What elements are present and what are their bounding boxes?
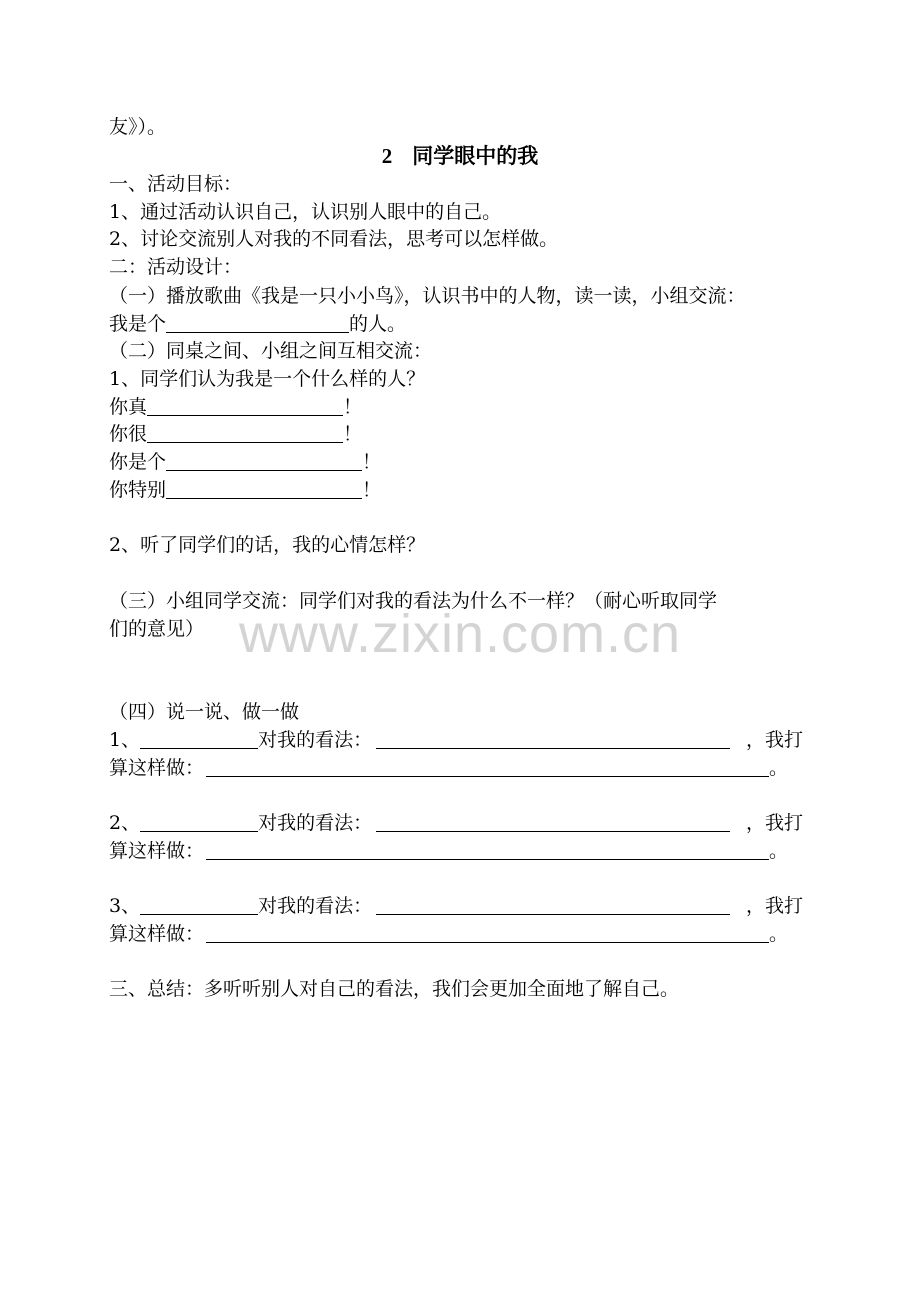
watermark: www.zixin.com.cn (238, 604, 682, 664)
item-1-line-1 (109, 727, 730, 753)
exclaim-mark: ！ (343, 396, 363, 418)
fill-blank[interactable] (166, 450, 362, 471)
plan-blank[interactable] (206, 922, 769, 943)
title-text: 同学眼中的我 (412, 144, 539, 168)
item-3-line-1 (109, 893, 730, 919)
exclaim-mark: ！ (362, 451, 382, 473)
fill-line-a (109, 394, 362, 420)
section-2-heading: 二：活动设计： (109, 256, 243, 278)
item-3-line-2 (109, 921, 788, 947)
item-1-line-2 (109, 755, 788, 781)
plan-label: 算这样做： (109, 923, 205, 945)
fill-label: 你很 (109, 423, 148, 445)
view-blank[interactable] (376, 811, 730, 832)
item-number: 2、 (109, 812, 141, 834)
section-1-heading: 一、活动目标： (109, 173, 243, 195)
view-blank[interactable] (376, 728, 730, 749)
exclaim-mark: ！ (362, 479, 382, 501)
summary-text: 三、总结：多听听别人对自己的看法，我们会更加全面地了解自己。 (109, 978, 680, 1000)
view-label: 对我的看法： (258, 729, 373, 751)
part-3-line-1: （三）小组同学交流：同学们对我的看法为什么不一样？（耐心听取同学 (109, 590, 718, 612)
fill-line-c (109, 449, 381, 475)
fill-prefix: 我是个 (109, 313, 167, 335)
period-mark: 。 (769, 840, 789, 862)
plan-label: 算这样做： (109, 840, 205, 862)
question-2: 2、听了同学们的话，我的心情怎样？ (109, 534, 426, 556)
person-blank[interactable] (140, 728, 258, 749)
carryover-text: 友》）。 (109, 116, 167, 138)
plan-blank[interactable] (206, 756, 769, 777)
exclaim-mark: ！ (343, 423, 363, 445)
view-label: 对我的看法： (258, 895, 373, 917)
part-3-line-2: 们的意见） (109, 618, 205, 640)
person-blank[interactable] (140, 811, 258, 832)
plan-label: 算这样做： (109, 757, 205, 779)
fill-blank[interactable] (147, 422, 343, 443)
item-1-plan-tail: ，我打 (746, 729, 804, 751)
person-blank[interactable] (140, 894, 258, 915)
fill-label: 你是个 (109, 451, 167, 473)
item-number: 1、 (109, 729, 141, 751)
part-2-text: （二）同桌之间、小组之间互相交流： (109, 340, 433, 362)
item-2-line-1 (109, 810, 730, 836)
fill-label: 你真 (109, 396, 148, 418)
period-mark: 。 (769, 757, 789, 779)
plan-blank[interactable] (206, 839, 769, 860)
fill-blank[interactable] (166, 312, 349, 333)
fill-line-d (109, 477, 381, 503)
page-title (0, 140, 920, 170)
question-1: 1、同学们认为我是一个什么样的人？ (109, 368, 426, 390)
view-blank[interactable] (376, 894, 730, 915)
part-4-text: （四）说一说、做一做 (109, 701, 300, 723)
item-2-plan-tail: ，我打 (746, 812, 804, 834)
part-1-text: （一）播放歌曲《我是一只小小鸟》，认识书中的人物，读一读，小组交流： (109, 285, 746, 307)
goal-1: 1、通过活动认识自己，认识别人眼中的自己。 (109, 201, 502, 223)
item-2-line-2 (109, 838, 788, 864)
fill-suffix: 的人。 (349, 313, 407, 335)
title-number: 2 (381, 144, 393, 168)
fill-blank[interactable] (166, 478, 362, 499)
item-3-plan-tail: ，我打 (746, 895, 804, 917)
part-1-fill-line (109, 311, 406, 337)
fill-line-b (109, 421, 362, 447)
period-mark: 。 (769, 923, 789, 945)
fill-label: 你特别 (109, 479, 167, 501)
goal-2: 2、讨论交流别人对我的不同看法，思考可以怎样做。 (109, 228, 559, 250)
fill-blank[interactable] (147, 395, 343, 416)
item-number: 3、 (109, 895, 141, 917)
view-label: 对我的看法： (258, 812, 373, 834)
